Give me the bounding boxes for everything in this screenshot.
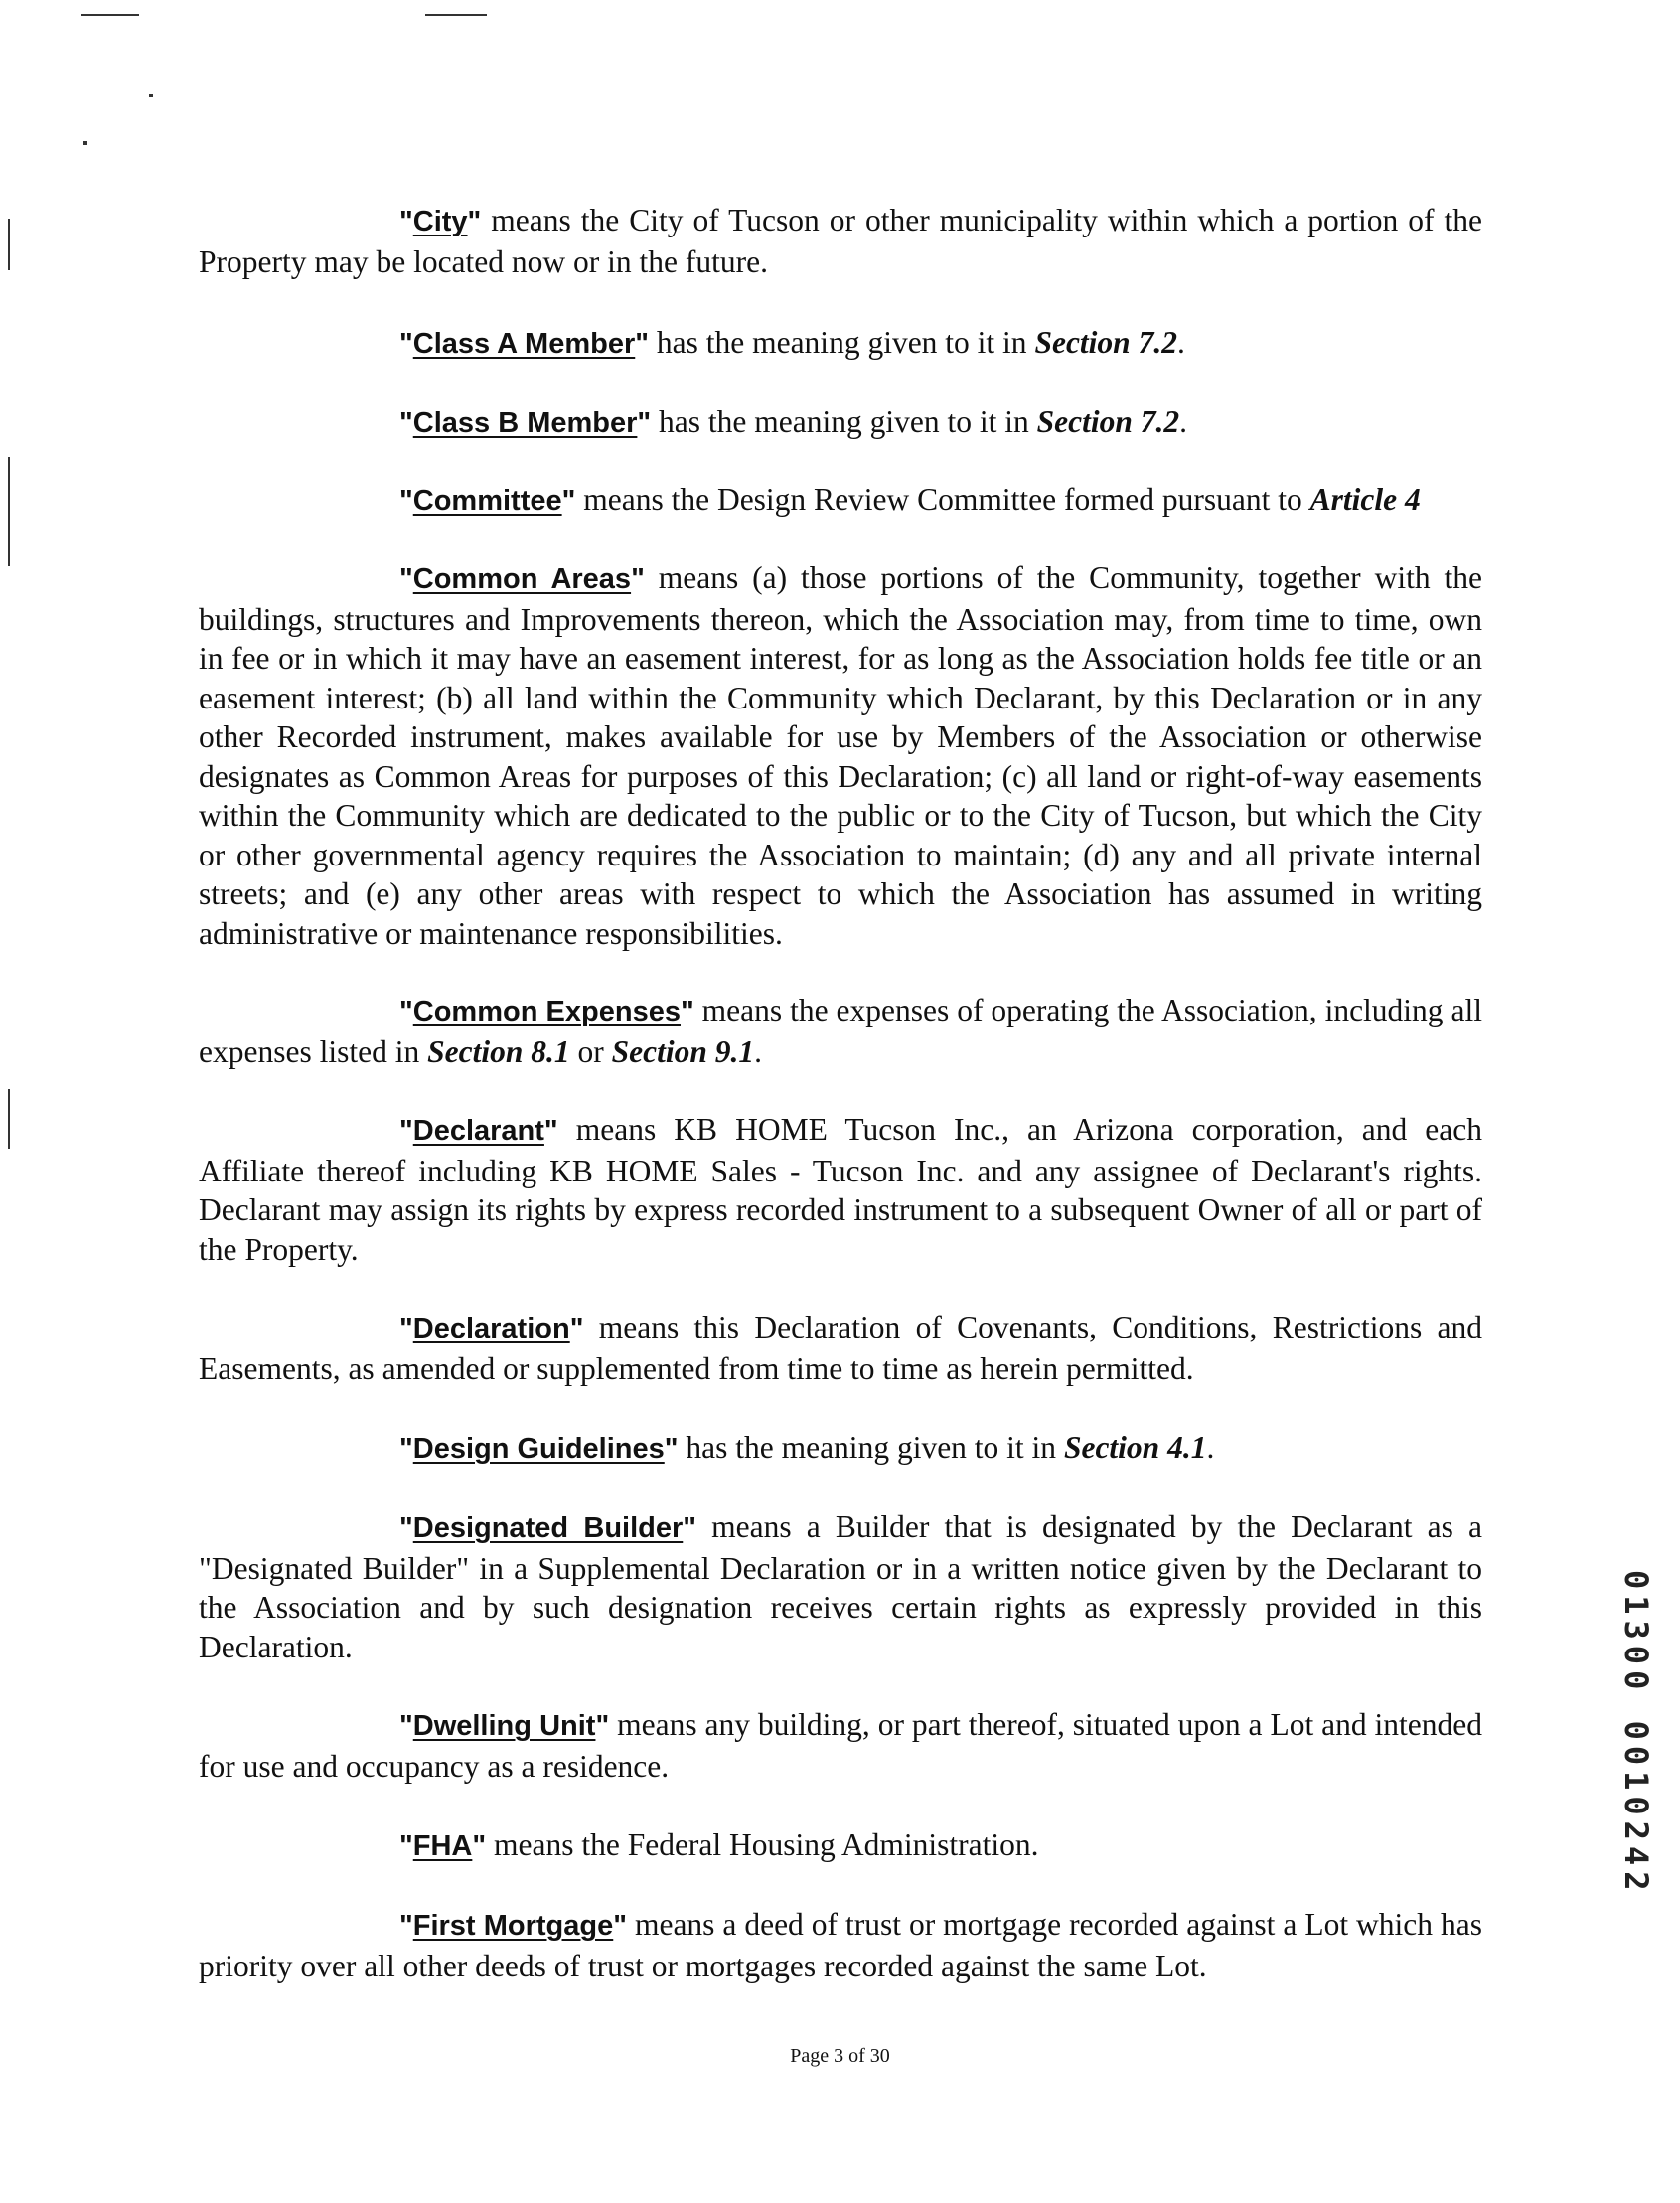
term-designated-builder: "Designated Builder" bbox=[399, 1512, 697, 1544]
ref-section: Section 4.1 bbox=[1063, 1430, 1207, 1465]
scan-artifact-dot-2 bbox=[83, 141, 87, 145]
definition-city bbox=[199, 201, 1482, 281]
ref-section: Section 9.1 bbox=[611, 1033, 755, 1069]
definition-designated-builder: "Designated Builder" means a Builder that is designated by the Declarant as a "Designated Builder" in a Supplemental Declaration or in a written notice given by the Declarant to the Association and by such designation receives certain rights as expressly provided in this Declaration. bbox=[199, 1509, 1482, 1664]
recording-stamp bbox=[1617, 1570, 1657, 1908]
term-declaration: "Declaration" bbox=[399, 1313, 584, 1344]
definition-common-areas: "Common Areas" means (a) those portions of the Community, together with the buildings, structures and Improvements thereon, which the Association may, from time to time, own in fee or in which it may have an easement interest, for as long as the Association holds fee title or an easement interest; (b) all land within the Community which Declarant, by this Declaration or in any other Recorded instrument, makes available for use by Members of the Association or otherwise designates as Common Areas for purposes of this Declaration; (c) all land or right-of-way easements within the Community which are dedicated to the public or to the City of Tucson, but which the City or other governmental agency requires the Association to maintain; (d) any and all private internal streets; and (e) any other areas with respect to which the Association has assumed in writing administrative or maintenance responsibilities. bbox=[199, 560, 1482, 951]
term-fha: "FHA" bbox=[399, 1830, 487, 1862]
page-number: Page 3 of 30 bbox=[790, 2045, 890, 2067]
definition-declaration: "Declaration" means this Declaration of Covenants, Conditions, Restrictions and Easements, as amended or supplemented from time to time as herein permitted. bbox=[199, 1310, 1482, 1386]
term-design-guidelines: "Design Guidelines" bbox=[399, 1433, 679, 1465]
term-first-mortgage: "First Mortgage" bbox=[399, 1910, 627, 1942]
definition-declarant: "Declarant" means KB HOME Tucson Inc., an Arizona corporation, and each Affiliate thereof including KB HOME Sales - Tucson Inc. and any assignee of Declarant's rights. Declarant may assign its rights by express recorded instrument to a subsequent Owner of all or part of the Property. bbox=[199, 1112, 1482, 1267]
term-city: "City" bbox=[399, 206, 482, 237]
term-dwelling-unit: "Dwelling Unit" bbox=[399, 1710, 610, 1742]
definition-fha: "FHA" means the Federal Housing Administration. bbox=[399, 1827, 1039, 1862]
term-common-expenses: "Common Expenses" bbox=[399, 996, 694, 1027]
ref-section: Section 7.2 bbox=[1034, 325, 1177, 360]
scan-artifact-dot-1 bbox=[149, 94, 153, 97]
ref-section: Section 7.2 bbox=[1036, 404, 1180, 439]
definition-first-mortgage: "First Mortgage" means a deed of trust or mortgage recorded against a Lot which has priority over all other deeds of trust or mortgages recorded against the same Lot. bbox=[199, 1907, 1482, 1983]
term-class-b-member: "Class B Member" bbox=[399, 407, 652, 439]
definition-class-a-member: "Class A Member" has the meaning given to it in Section 7.2. bbox=[399, 325, 1185, 360]
definition-class-b-member: "Class B Member" has the meaning given to it in Section 7.2. bbox=[399, 404, 1187, 439]
recording-stamp-text: 01300 0010242 bbox=[1617, 1570, 1655, 1897]
term-common-areas: "Common Areas" bbox=[399, 563, 645, 595]
definition-common-expenses: "Common Expenses" means the expenses of operating the Association, including all expenses listed in Section 8.1 or Section 9.1. bbox=[199, 993, 1482, 1069]
scan-artifact-margin-bar-2 bbox=[8, 457, 10, 566]
scan-artifact-margin-bar-1 bbox=[8, 219, 10, 270]
term-declarant: "Declarant" bbox=[399, 1115, 558, 1147]
term-class-a-member: "Class A Member" bbox=[399, 328, 649, 360]
scan-artifact-top-left bbox=[81, 14, 139, 16]
scan-artifact-margin-bar-3 bbox=[8, 1089, 10, 1149]
ref-article: Article 4 bbox=[1309, 482, 1421, 517]
term-committee: "Committee" bbox=[399, 485, 576, 517]
definition-city-text: means the City of Tucson or other municipality within which a portion of the Property may be located now or in the future. bbox=[199, 203, 1482, 279]
definition-dwelling-unit: "Dwelling Unit" means any building, or part thereof, situated upon a Lot and intended for use and occupancy as a residence. bbox=[199, 1707, 1482, 1784]
ref-section: Section 8.1 bbox=[427, 1033, 570, 1069]
definition-design-guidelines: "Design Guidelines" has the meaning given to it in Section 4.1. bbox=[399, 1430, 1215, 1465]
definition-committee: "Committee" means the Design Review Committee formed pursuant to Article 4 bbox=[399, 482, 1421, 517]
scan-artifact-top-mid bbox=[425, 14, 487, 16]
